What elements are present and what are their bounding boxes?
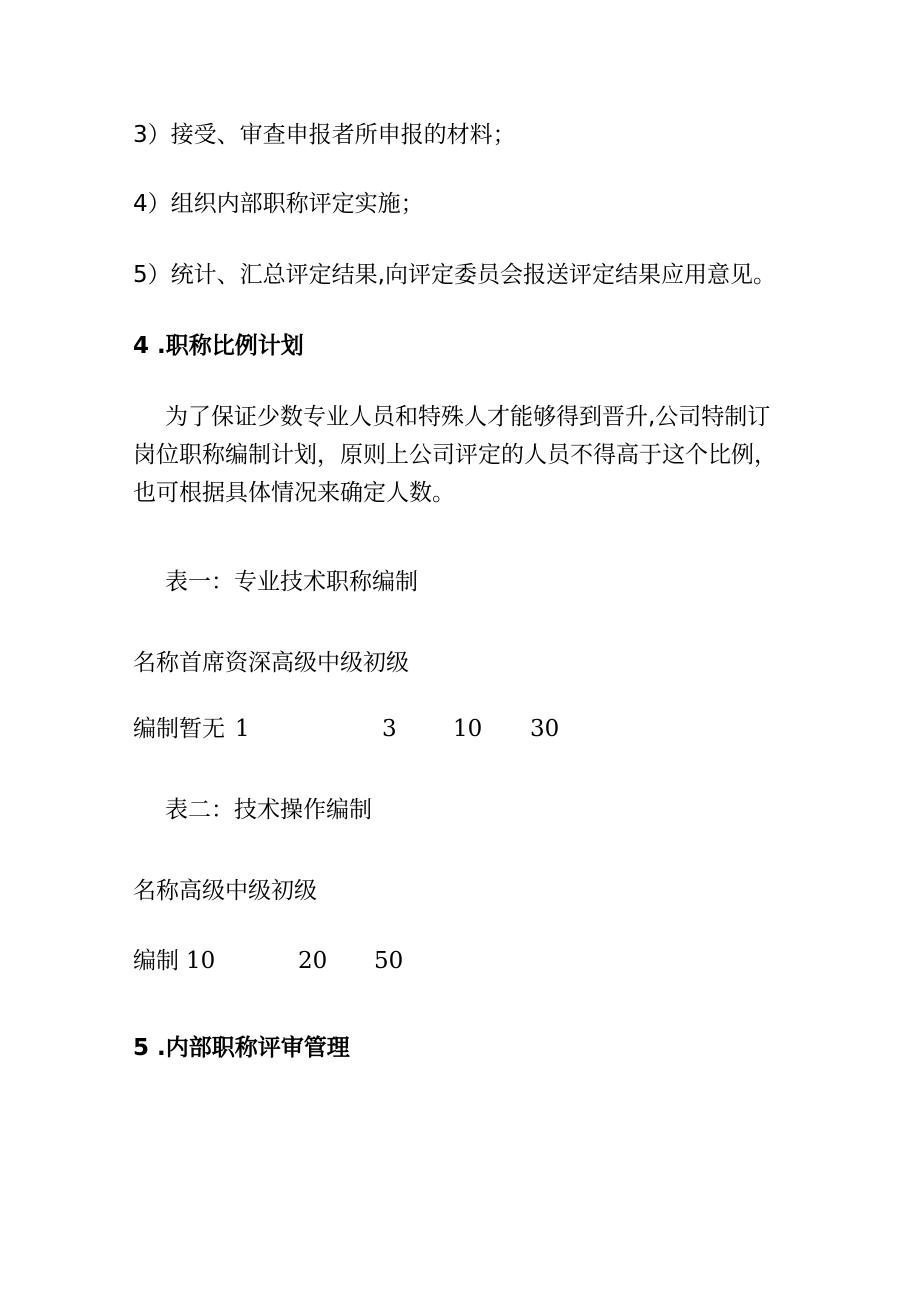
- section-heading: 5 .内部职称评审管理: [133, 1035, 350, 1061]
- paragraph-line: 也可根据具体情况来确定人数。: [133, 480, 455, 506]
- table-cell: 3: [382, 716, 397, 742]
- table-caption: 表一：专业技术职称编制: [165, 569, 418, 595]
- table-cell: 10: [453, 716, 483, 742]
- row-label: 编制: [133, 948, 179, 974]
- table-cell: 30: [530, 716, 560, 742]
- section-heading: 4 .职称比例计划: [133, 333, 304, 359]
- list-item: 4）组织内部职称评定实施；: [133, 191, 424, 217]
- table-header: 名称高级中级初级: [133, 878, 317, 904]
- paragraph-line: 为了保证少数专业人员和特殊人才能够得到晋升,公司特制订: [165, 404, 771, 430]
- table-cell: 50: [374, 948, 404, 974]
- list-item: 5）统计、汇总评定结果,向评定委员会报送评定结果应用意见。: [133, 262, 776, 288]
- table-cell: 20: [298, 948, 328, 974]
- table-header: 名称首席资深高级中级初级: [133, 650, 409, 676]
- list-item: 3）接受、审查申报者所申报的材料；: [133, 122, 516, 148]
- table-cell: 10: [186, 948, 216, 974]
- table-caption: 表二：技术操作编制: [165, 797, 372, 823]
- table-cell: 1: [235, 716, 250, 742]
- paragraph: [133, 398, 813, 512]
- row-label: 编制暂无: [133, 716, 225, 742]
- paragraph-line: 岗位职称编制计划，原则上公司评定的人员不得高于这个比例，: [133, 442, 777, 468]
